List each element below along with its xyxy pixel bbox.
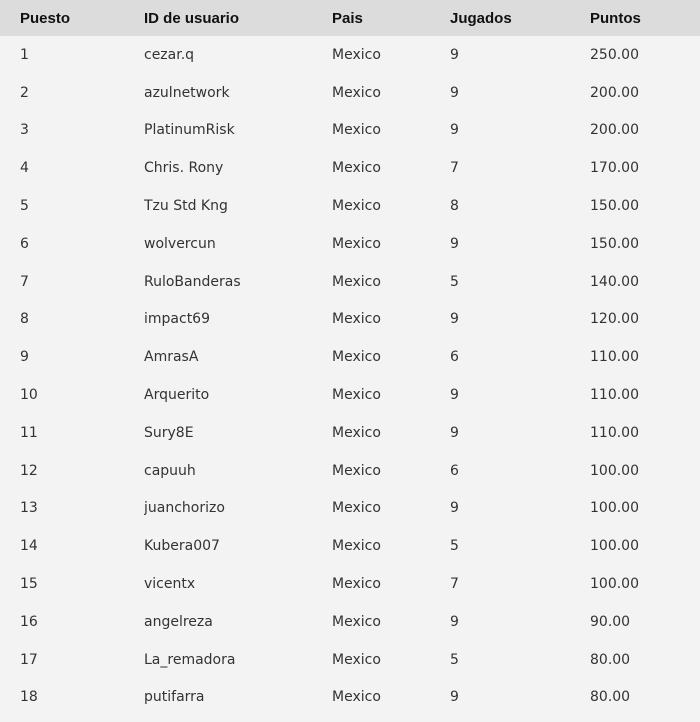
cell-played: 9 (450, 311, 459, 328)
cell-country: Mexico (332, 651, 381, 668)
cell-user-id[interactable]: Kubera007 (144, 538, 220, 555)
cell-rank: 14 (20, 538, 38, 555)
cell-country: Mexico (332, 538, 381, 555)
cell-user-id[interactable]: angelreza (144, 613, 213, 630)
cell-played: 6 (450, 349, 459, 366)
cell-rank: 10 (20, 387, 38, 404)
cell-points: 200.00 (590, 84, 639, 101)
cell-rank: 11 (20, 424, 38, 441)
cell-played: 9 (450, 424, 459, 441)
cell-user-id[interactable]: Tzu Std Kng (144, 198, 228, 215)
cell-played: 9 (450, 235, 459, 252)
cell-country: Mexico (332, 387, 381, 404)
cell-country: Mexico (332, 273, 381, 290)
table-row (0, 112, 700, 150)
cell-played: 9 (450, 613, 459, 630)
table-row (0, 376, 700, 414)
cell-points: 250.00 (590, 46, 639, 63)
cell-points: 120.00 (590, 311, 639, 328)
cell-country: Mexico (332, 84, 381, 101)
cell-points: 100.00 (590, 576, 639, 593)
cell-rank: 6 (20, 235, 29, 252)
cell-user-id[interactable]: Chris. Rony (144, 160, 224, 177)
cell-user-id[interactable]: azulnetwork (144, 84, 230, 101)
table-row (0, 565, 700, 603)
cell-played: 7 (450, 576, 459, 593)
table-row (0, 338, 700, 376)
cell-played: 5 (450, 538, 459, 555)
cell-played: 9 (450, 122, 459, 139)
cell-rank: 8 (20, 311, 29, 328)
cell-rank: 2 (20, 84, 29, 101)
cell-user-id[interactable]: wolvercun (144, 235, 216, 252)
cell-points: 100.00 (590, 462, 639, 479)
cell-rank: 5 (20, 198, 29, 215)
table-header (0, 0, 700, 36)
cell-user-id[interactable]: capuuh (144, 462, 196, 479)
cell-rank: 18 (20, 689, 38, 706)
cell-played: 6 (450, 462, 459, 479)
cell-user-id[interactable]: AmrasA (144, 349, 199, 366)
cell-country: Mexico (332, 689, 381, 706)
cell-country: Mexico (332, 311, 381, 328)
cell-points: 110.00 (590, 424, 639, 441)
cell-user-id[interactable]: Sury8E (144, 424, 194, 441)
cell-rank: 1 (20, 46, 29, 63)
cell-points: 100.00 (590, 538, 639, 555)
cell-points: 200.00 (590, 122, 639, 139)
cell-country: Mexico (332, 462, 381, 479)
table-row (0, 225, 700, 263)
cell-played: 8 (450, 198, 459, 215)
cell-played: 9 (450, 84, 459, 101)
cell-rank: 9 (20, 349, 29, 366)
cell-points: 90.00 (590, 613, 631, 630)
cell-points: 150.00 (590, 235, 639, 252)
cell-user-id[interactable]: vicentx (144, 576, 196, 593)
cell-played: 9 (450, 500, 459, 517)
header-rank[interactable]: Puesto (20, 9, 71, 27)
cell-points: 150.00 (590, 198, 639, 215)
cell-played: 5 (450, 651, 459, 668)
cell-rank: 3 (20, 122, 29, 139)
header-row (0, 0, 700, 36)
cell-played: 5 (450, 273, 459, 290)
table-row (0, 641, 700, 679)
cell-points: 140.00 (590, 273, 639, 290)
cell-points: 80.00 (590, 689, 631, 706)
cell-country: Mexico (332, 349, 381, 366)
cell-played: 9 (450, 46, 459, 63)
cell-user-id[interactable]: RuloBanderas (144, 273, 241, 290)
cell-country: Mexico (332, 576, 381, 593)
cell-country: Mexico (332, 424, 381, 441)
cell-rank: 12 (20, 462, 38, 479)
table-row (0, 452, 700, 490)
table-row (0, 187, 700, 225)
cell-played: 7 (450, 160, 459, 177)
table-row (0, 679, 700, 717)
header-country[interactable]: Pais (332, 9, 363, 27)
table-body (0, 36, 700, 716)
cell-user-id[interactable]: PlatinumRisk (144, 122, 235, 139)
cell-played: 9 (450, 689, 459, 706)
cell-country: Mexico (332, 122, 381, 139)
cell-rank: 7 (20, 273, 29, 290)
cell-points: 110.00 (590, 387, 639, 404)
cell-rank: 13 (20, 500, 38, 517)
cell-played: 9 (450, 387, 459, 404)
cell-user-id[interactable]: juanchorizo (144, 500, 225, 517)
header-played[interactable]: Jugados (450, 9, 512, 27)
table-row (0, 263, 700, 301)
cell-country: Mexico (332, 613, 381, 630)
cell-user-id[interactable]: cezar.q (144, 46, 195, 63)
cell-rank: 15 (20, 576, 38, 593)
cell-rank: 16 (20, 613, 38, 630)
cell-user-id[interactable]: impact69 (144, 311, 210, 328)
cell-user-id[interactable]: Arquerito (144, 387, 210, 404)
header-user-id[interactable]: ID de usuario (144, 9, 240, 27)
cell-country: Mexico (332, 500, 381, 517)
table-row (0, 527, 700, 565)
table-row (0, 36, 700, 74)
cell-points: 100.00 (590, 500, 639, 517)
cell-points: 170.00 (590, 160, 639, 177)
cell-user-id[interactable]: putifarra (144, 689, 205, 706)
cell-points: 80.00 (590, 651, 631, 668)
cell-country: Mexico (332, 46, 381, 63)
table-row (0, 74, 700, 112)
table-row (0, 149, 700, 187)
table-row (0, 490, 700, 528)
cell-user-id[interactable]: La_remadora (144, 651, 236, 668)
cell-rank: 17 (20, 651, 38, 668)
cell-country: Mexico (332, 235, 381, 252)
table-row (0, 414, 700, 452)
header-points[interactable]: Puntos (590, 9, 641, 27)
table-row (0, 603, 700, 641)
table-row (0, 301, 700, 339)
cell-country: Mexico (332, 160, 381, 177)
cell-rank: 4 (20, 160, 29, 177)
cell-points: 110.00 (590, 349, 639, 366)
cell-country: Mexico (332, 198, 381, 215)
